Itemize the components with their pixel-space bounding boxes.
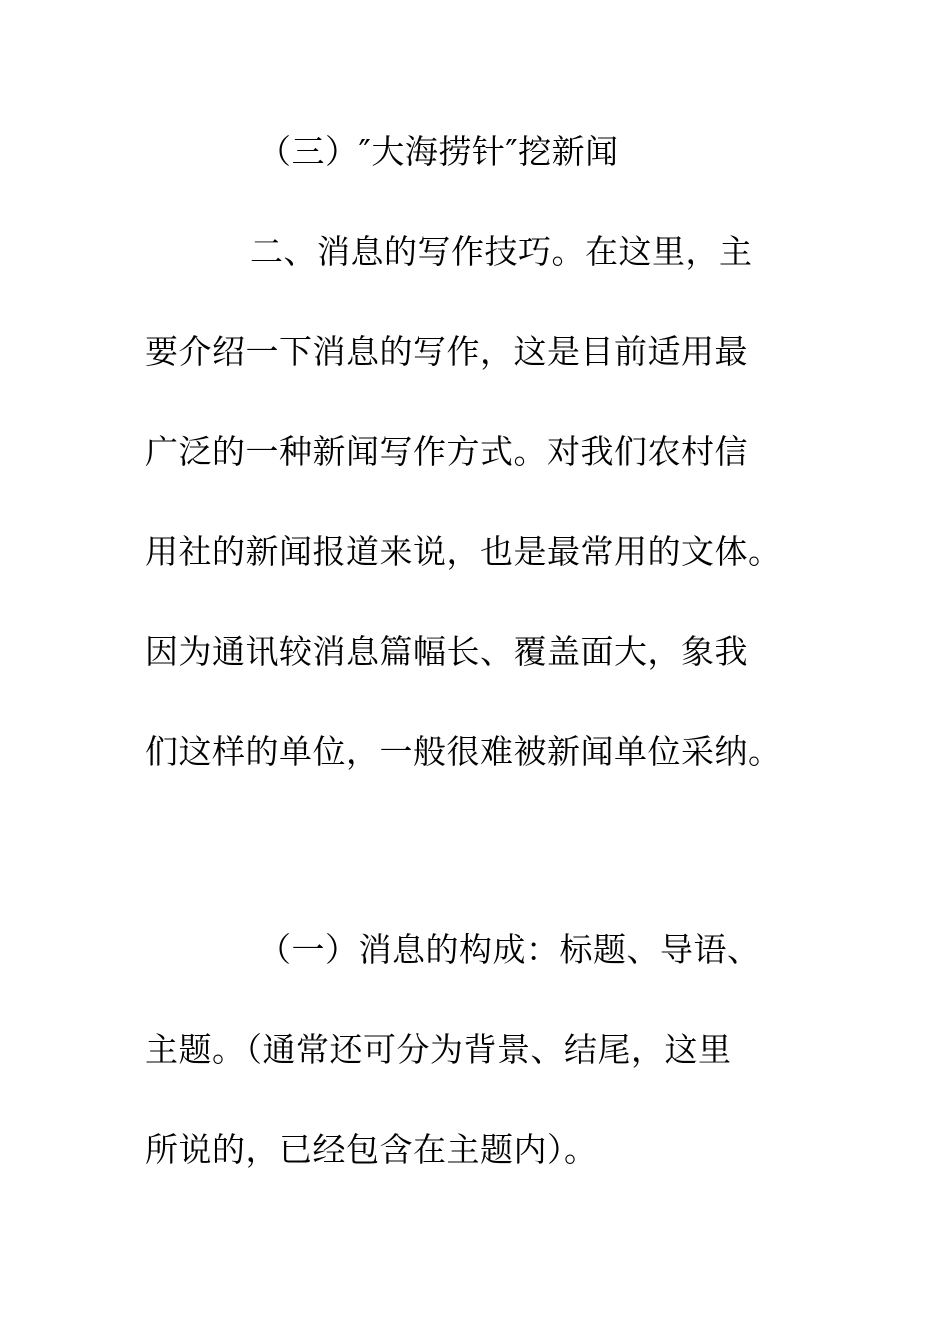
paragraph-line: 们这样的单位，一般很难被新闻单位采纳。 xyxy=(145,732,782,771)
subsection-line: （一）消息的构成：标题、导语、 xyxy=(258,930,761,969)
paragraph-line: 要介绍一下消息的写作，这是目前适用最 xyxy=(145,332,748,371)
paragraph-line: 因为通讯较消息篇幅长、覆盖面大，象我 xyxy=(145,632,748,671)
paragraph-line: 二、消息的写作技巧。在这里，主 xyxy=(250,232,753,271)
paragraph-line: 广泛的一种新闻写作方式。对我们农村信 xyxy=(145,432,748,471)
paragraph-line: 所说的，已经包含在主题内）。 xyxy=(145,1130,598,1169)
paragraph-line: 用社的新闻报道来说，也是最常用的文体。 xyxy=(145,532,782,571)
paragraph-line: 主题。（通常还可分为背景、结尾，这里 xyxy=(145,1030,732,1069)
section-heading-3: （三）″大海捞针″挖新闻 xyxy=(258,132,619,171)
